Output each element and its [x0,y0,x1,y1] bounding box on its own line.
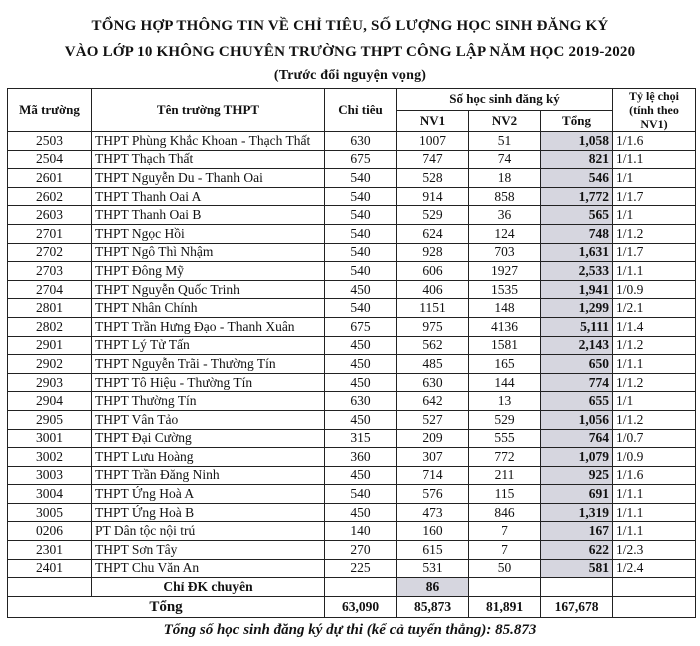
school-name: THPT Ứng Hoà B [92,503,325,522]
school-name: THPT Ngô Thì Nhậm [92,243,325,262]
school-nv2: 555 [469,429,541,448]
school-nv1: 1007 [397,132,469,151]
school-code: 2504 [8,150,92,169]
school-ratio: 1/1.1 [613,150,696,169]
header-ratio: Tỷ lệ chọi (tính theo NV1) [613,89,696,132]
school-ratio: 1/1.7 [613,187,696,206]
school-code: 2903 [8,373,92,392]
school-ratio: 1/1 [613,206,696,225]
table-body [8,132,696,578]
school-name: THPT Vân Tảo [92,410,325,429]
school-code: 2901 [8,336,92,355]
school-name: PT Dân tộc nội trú [92,522,325,541]
table-row [8,336,696,355]
table-row [8,485,696,504]
header-nv2: NV2 [469,110,541,132]
school-total: 581 [541,559,613,578]
school-name: THPT Phùng Khắc Khoan - Thạch Thất [92,132,325,151]
school-total: 774 [541,373,613,392]
table-row [8,466,696,485]
school-name: THPT Thanh Oai B [92,206,325,225]
school-code: 2905 [8,410,92,429]
school-nv2: 18 [469,169,541,188]
school-ratio: 1/1 [613,169,696,188]
school-code: 2503 [8,132,92,151]
school-quota: 675 [325,317,397,336]
school-quota: 540 [325,299,397,318]
school-nv1: 406 [397,280,469,299]
table-row [8,187,696,206]
school-name: THPT Chu Văn An [92,559,325,578]
table-row [8,132,696,151]
table-row [8,206,696,225]
school-nv1: 714 [397,466,469,485]
table-row [8,169,696,188]
school-total: 1,772 [541,187,613,206]
school-nv1: 624 [397,224,469,243]
school-total: 821 [541,150,613,169]
school-nv1: 529 [397,206,469,225]
header-registered: Số học sinh đăng ký [397,89,613,111]
school-name: THPT Thạch Thất [92,150,325,169]
school-quota: 450 [325,373,397,392]
school-code: 2801 [8,299,92,318]
school-code: 3002 [8,448,92,467]
school-nv2: 703 [469,243,541,262]
school-code: 2301 [8,541,92,560]
school-quota: 630 [325,132,397,151]
registration-table [7,88,696,618]
school-quota: 450 [325,503,397,522]
school-ratio: 1/0.9 [613,448,696,467]
school-ratio: 1/0.7 [613,429,696,448]
footer-note: Tổng số học sinh đăng ký dự thi (kể cả tuyển thẳng): 85.873 [163,622,537,638]
school-code: 2902 [8,355,92,374]
school-total: 565 [541,206,613,225]
sum-nv2: 81,891 [469,596,541,617]
school-ratio: 1/1.1 [613,485,696,504]
school-nv1: 527 [397,410,469,429]
special-nv1: 86 [397,578,469,597]
school-total: 2,143 [541,336,613,355]
school-quota: 140 [325,522,397,541]
school-code: 2602 [8,187,92,206]
school-quota: 315 [325,429,397,448]
table-row [8,410,696,429]
school-nv1: 473 [397,503,469,522]
school-ratio: 1/1.6 [613,466,696,485]
school-quota: 540 [325,169,397,188]
school-code: 2601 [8,169,92,188]
school-name: THPT Ứng Hoà A [92,485,325,504]
school-nv2: 13 [469,392,541,411]
school-ratio: 1/1.1 [613,262,696,281]
special-label: Chỉ ĐK chuyên [92,578,325,597]
school-nv2: 7 [469,522,541,541]
special-empty-ratio [613,578,696,597]
special-row [8,578,696,597]
sum-total: 167,678 [541,596,613,617]
table-row [8,392,696,411]
school-code: 2701 [8,224,92,243]
school-quota: 630 [325,392,397,411]
school-nv1: 975 [397,317,469,336]
table-row [8,224,696,243]
school-ratio: 1/1.4 [613,317,696,336]
table-row [8,503,696,522]
school-ratio: 1/1.2 [613,336,696,355]
sum-quota: 63,090 [325,596,397,617]
school-nv2: 36 [469,206,541,225]
school-total: 650 [541,355,613,374]
table-row [8,299,696,318]
school-code: 2702 [8,243,92,262]
school-nv2: 124 [469,224,541,243]
school-name: THPT Nhân Chính [92,299,325,318]
school-total: 925 [541,466,613,485]
school-code: 2401 [8,559,92,578]
school-quota: 540 [325,206,397,225]
school-quota: 540 [325,224,397,243]
school-code: 2802 [8,317,92,336]
school-quota: 450 [325,280,397,299]
school-name: THPT Nguyễn Trãi - Thường Tín [92,355,325,374]
table-row [8,150,696,169]
school-ratio: 1/1.7 [613,243,696,262]
school-total: 748 [541,224,613,243]
school-nv1: 642 [397,392,469,411]
school-total: 546 [541,169,613,188]
school-nv1: 630 [397,373,469,392]
special-empty-nv2 [469,578,541,597]
school-ratio: 1/2.1 [613,299,696,318]
school-ratio: 1/1.1 [613,503,696,522]
school-nv2: 846 [469,503,541,522]
school-total: 1,079 [541,448,613,467]
header-name: Tên trường THPT [92,89,325,132]
table-row [8,373,696,392]
school-ratio: 1/1.2 [613,373,696,392]
school-quota: 540 [325,243,397,262]
school-ratio: 1/1 [613,392,696,411]
school-ratio: 1/1.2 [613,410,696,429]
school-ratio: 1/2.3 [613,541,696,560]
school-quota: 450 [325,466,397,485]
school-total: 764 [541,429,613,448]
sum-row [8,596,696,617]
school-code: 2904 [8,392,92,411]
school-total: 655 [541,392,613,411]
header-total: Tổng [541,110,613,132]
special-empty-quota [325,578,397,597]
school-nv1: 606 [397,262,469,281]
header-quota: Chỉ tiêu [325,89,397,132]
school-code: 3003 [8,466,92,485]
school-name: THPT Đông Mỹ [92,262,325,281]
school-nv2: 858 [469,187,541,206]
school-nv1: 747 [397,150,469,169]
table-row [8,262,696,281]
school-total: 2,533 [541,262,613,281]
table-row [8,541,696,560]
school-nv1: 615 [397,541,469,560]
school-nv1: 485 [397,355,469,374]
sum-empty-ratio [613,596,696,617]
school-nv2: 1927 [469,262,541,281]
school-quota: 540 [325,485,397,504]
school-total: 1,941 [541,280,613,299]
school-code: 3004 [8,485,92,504]
school-total: 167 [541,522,613,541]
school-nv1: 576 [397,485,469,504]
school-quota: 360 [325,448,397,467]
school-code: 3001 [8,429,92,448]
school-code: 2703 [8,262,92,281]
school-nv1: 531 [397,559,469,578]
school-nv2: 115 [469,485,541,504]
school-nv1: 528 [397,169,469,188]
school-name: THPT Ngọc Hồi [92,224,325,243]
school-nv2: 772 [469,448,541,467]
table-row [8,559,696,578]
school-name: THPT Trần Đăng Ninh [92,466,325,485]
document-title-line-1: TỔNG HỢP THÔNG TIN VỀ CHỈ TIÊU, SỐ LƯỢNG HỌC SINH ĐĂNG KÝ [91,18,609,34]
school-name: THPT Sơn Tây [92,541,325,560]
table-row [8,429,696,448]
header-code: Mã trường [8,89,92,132]
school-total: 1,058 [541,132,613,151]
school-nv1: 562 [397,336,469,355]
school-quota: 450 [325,336,397,355]
school-code: 3005 [8,503,92,522]
school-nv2: 74 [469,150,541,169]
special-empty-code [8,578,92,597]
document-subtitle: (Trước đổi nguyện vọng) [273,68,427,83]
school-quota: 540 [325,187,397,206]
school-name: THPT Nguyễn Quốc Trinh [92,280,325,299]
school-ratio: 1/1.6 [613,132,696,151]
table-row [8,448,696,467]
school-nv2: 144 [469,373,541,392]
school-name: THPT Đại Cường [92,429,325,448]
school-name: THPT Thường Tín [92,392,325,411]
school-nv1: 914 [397,187,469,206]
school-nv2: 165 [469,355,541,374]
school-name: THPT Lưu Hoàng [92,448,325,467]
school-nv2: 51 [469,132,541,151]
school-name: THPT Nguyễn Du - Thanh Oai [92,169,325,188]
school-ratio: 1/0.9 [613,280,696,299]
school-nv1: 160 [397,522,469,541]
school-ratio: 1/2.4 [613,559,696,578]
school-total: 691 [541,485,613,504]
table-row [8,243,696,262]
school-quota: 270 [325,541,397,560]
school-nv2: 1535 [469,280,541,299]
school-nv2: 50 [469,559,541,578]
school-quota: 450 [325,410,397,429]
school-name: THPT Lý Tử Tấn [92,336,325,355]
school-ratio: 1/1.1 [613,355,696,374]
school-nv2: 148 [469,299,541,318]
school-total: 5,111 [541,317,613,336]
school-nv2: 1581 [469,336,541,355]
school-ratio: 1/1.2 [613,224,696,243]
table-row [8,522,696,541]
header-nv1: NV1 [397,110,469,132]
school-code: 0206 [8,522,92,541]
school-quota: 450 [325,355,397,374]
school-nv2: 4136 [469,317,541,336]
special-empty-total [541,578,613,597]
school-code: 2704 [8,280,92,299]
school-total: 1,056 [541,410,613,429]
table-row [8,355,696,374]
school-code: 2603 [8,206,92,225]
school-total: 1,299 [541,299,613,318]
school-nv1: 928 [397,243,469,262]
school-total: 1,631 [541,243,613,262]
school-nv1: 209 [397,429,469,448]
school-quota: 540 [325,262,397,281]
school-nv2: 529 [469,410,541,429]
school-quota: 675 [325,150,397,169]
school-nv2: 211 [469,466,541,485]
school-ratio: 1/1.1 [613,522,696,541]
school-nv2: 7 [469,541,541,560]
table-row [8,317,696,336]
school-name: THPT Tô Hiệu - Thường Tín [92,373,325,392]
document-title-line-2: VÀO LỚP 10 KHÔNG CHUYÊN TRƯỜNG THPT CÔNG LẬP NĂM HỌC 2019-2020 [64,44,636,60]
sum-nv1: 85,873 [397,596,469,617]
school-nv1: 307 [397,448,469,467]
sum-label: Tổng [8,596,325,617]
table-row [8,280,696,299]
school-total: 1,319 [541,503,613,522]
school-nv1: 1151 [397,299,469,318]
school-name: THPT Thanh Oai A [92,187,325,206]
school-total: 622 [541,541,613,560]
school-quota: 225 [325,559,397,578]
school-name: THPT Trần Hưng Đạo - Thanh Xuân [92,317,325,336]
